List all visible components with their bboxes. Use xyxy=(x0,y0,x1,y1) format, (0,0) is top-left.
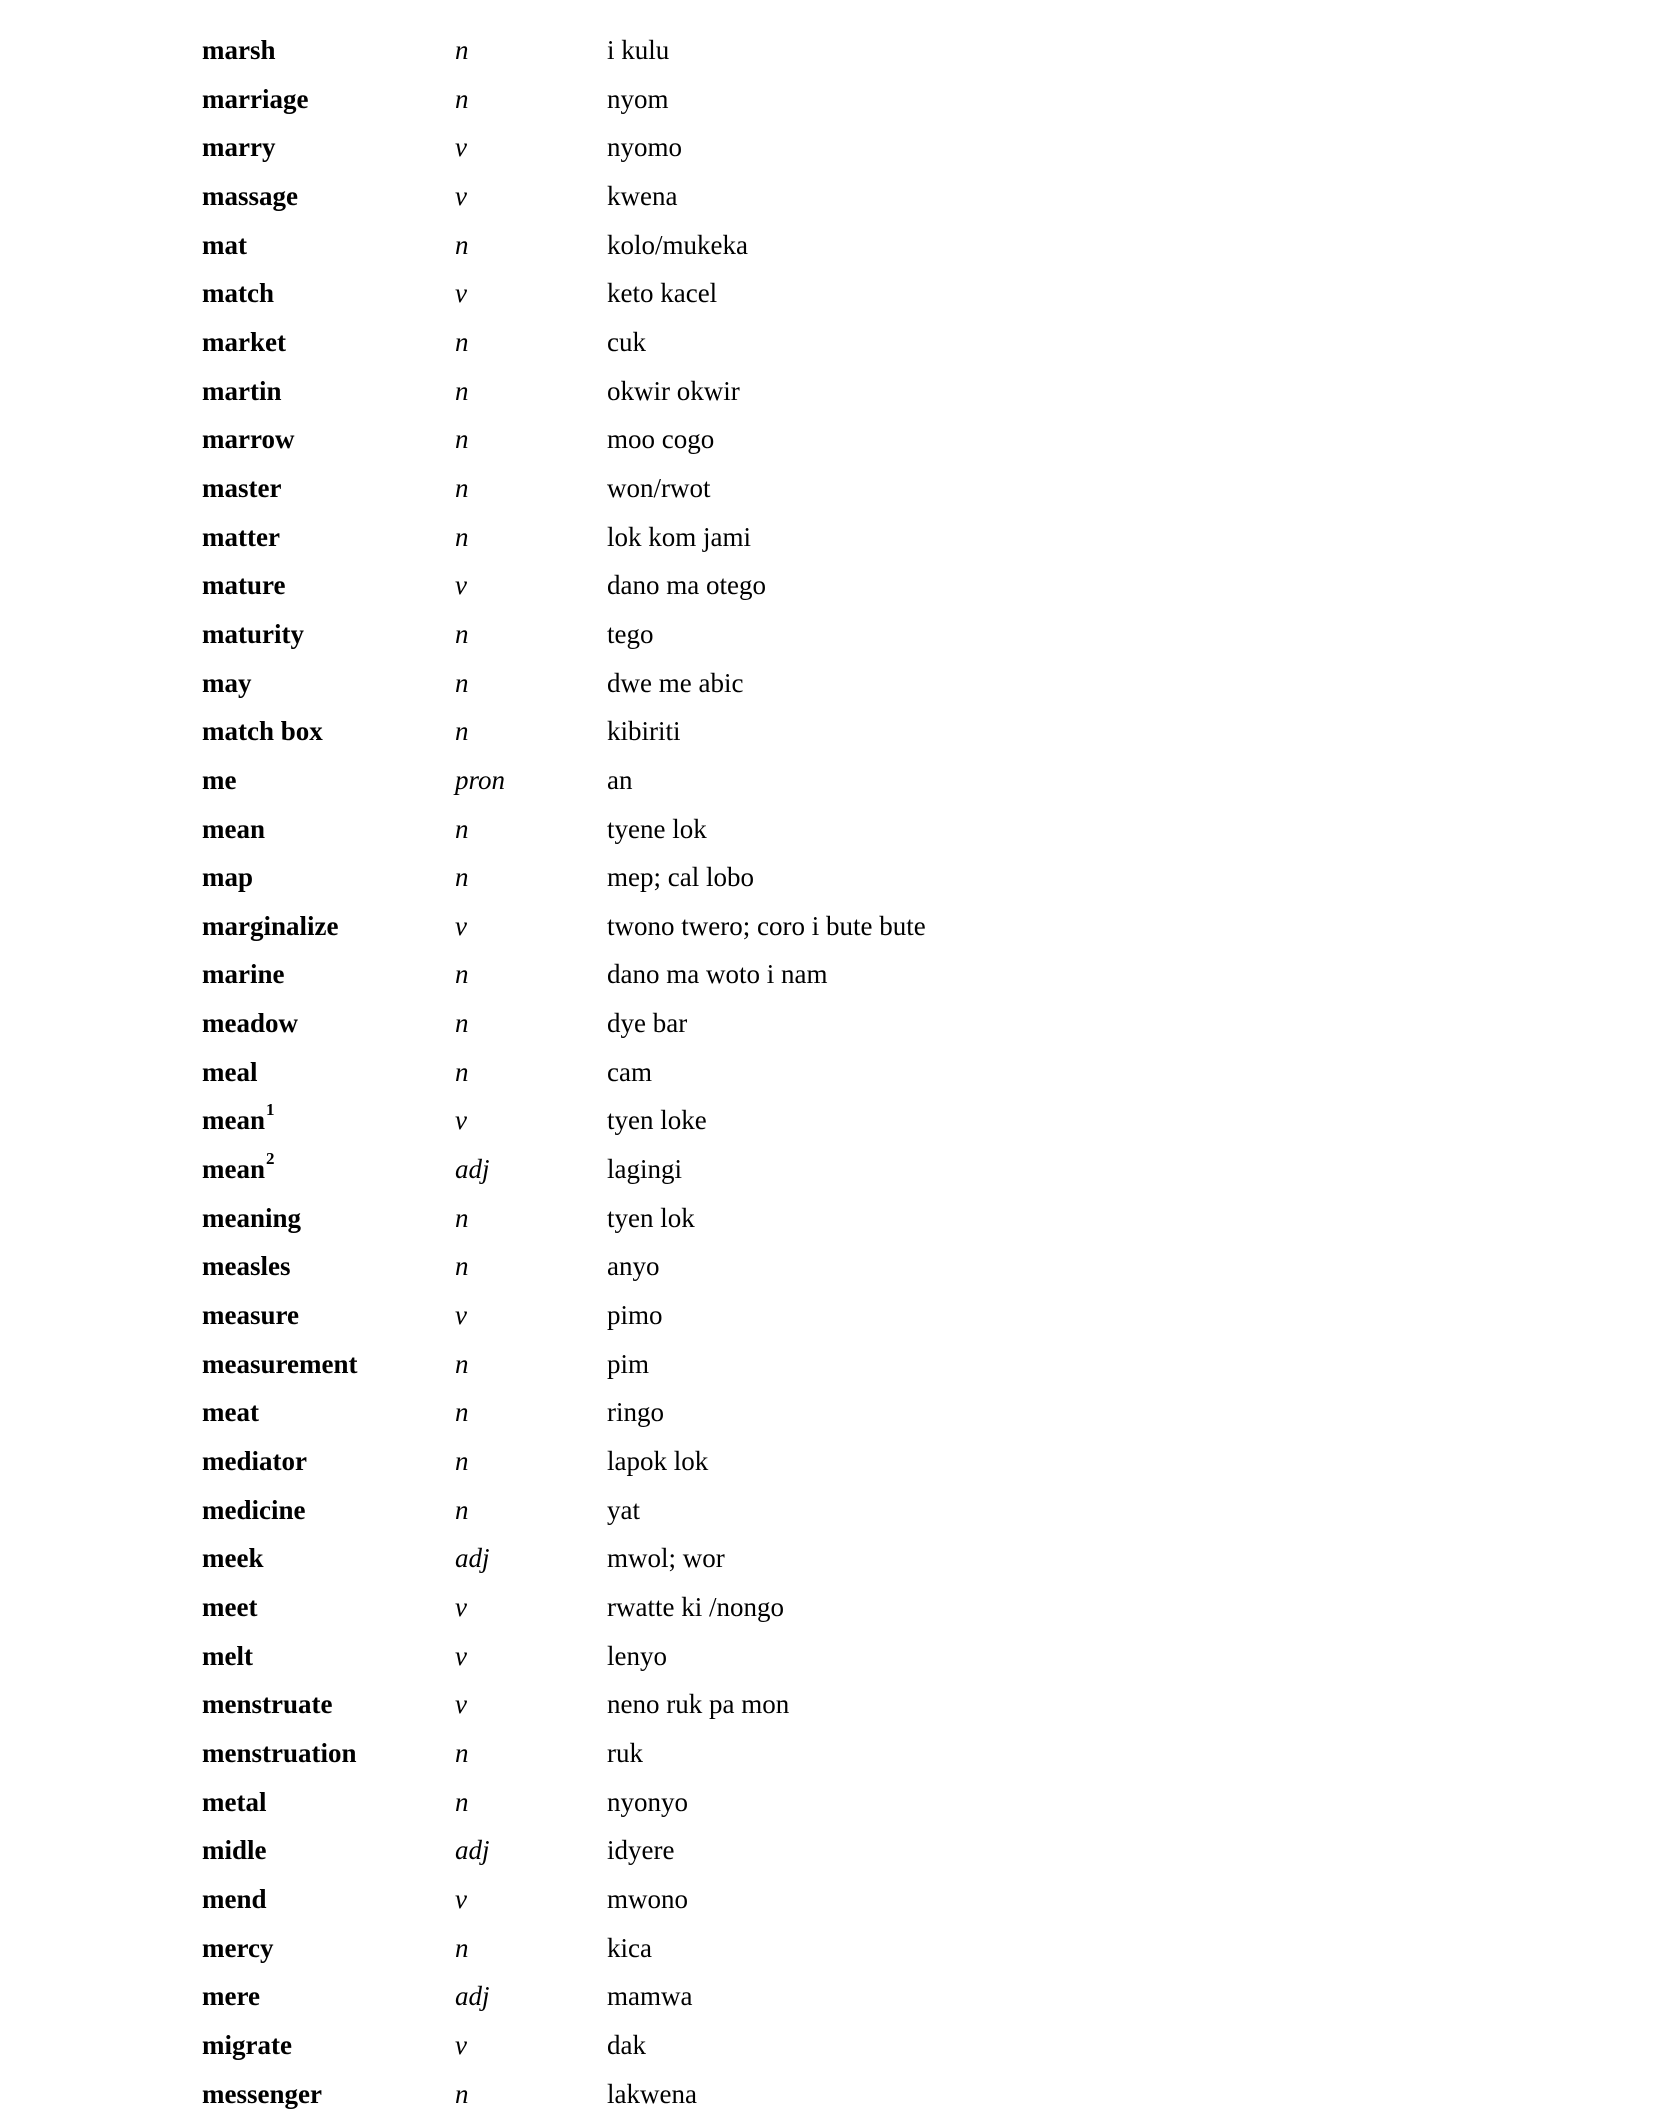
dictionary-entry xyxy=(0,1194,1654,1243)
headword xyxy=(202,415,294,464)
translation: lakwena xyxy=(607,2078,697,2109)
headword xyxy=(202,1048,257,1097)
part-of-speech: v xyxy=(455,1300,467,1331)
headword xyxy=(202,1924,273,1973)
dictionary-entry xyxy=(0,75,1654,124)
headword-text: massage xyxy=(202,180,298,211)
translation: pim xyxy=(607,1348,650,1379)
part-of-speech: n xyxy=(455,1008,469,1039)
headword xyxy=(202,75,308,124)
translation: tyen loke xyxy=(607,1105,707,1136)
headword-text: maturity xyxy=(202,618,304,649)
headword xyxy=(202,1583,257,1632)
headword-text: mean xyxy=(202,1105,265,1136)
translation: twono twero; coro i bute bute xyxy=(607,910,926,941)
dictionary-entry xyxy=(0,756,1654,805)
headword xyxy=(202,1194,301,1243)
translation: lapok lok xyxy=(607,1446,709,1477)
translation: kwena xyxy=(607,180,678,211)
dictionary-entry xyxy=(0,659,1654,708)
headword-text: mean xyxy=(202,813,265,844)
headword-text: matter xyxy=(202,521,280,552)
headword-text: medicine xyxy=(202,1494,306,1525)
part-of-speech: n xyxy=(455,1737,469,1768)
headword xyxy=(202,1291,299,1340)
headword-text: meat xyxy=(202,1397,259,1428)
dictionary-entry xyxy=(0,1486,1654,1535)
headword-text: mediator xyxy=(202,1446,307,1477)
dictionary-entry xyxy=(0,999,1654,1048)
part-of-speech: n xyxy=(455,229,469,260)
translation: won/rwot xyxy=(607,472,711,503)
dictionary-entry xyxy=(0,1924,1654,1973)
headword-text: master xyxy=(202,472,282,503)
headword-text: meal xyxy=(202,1056,258,1087)
dictionary-entry xyxy=(0,1534,1654,1583)
dictionary-entry xyxy=(0,1583,1654,1632)
part-of-speech: n xyxy=(455,959,469,990)
part-of-speech: pron xyxy=(455,764,506,795)
dictionary-entry xyxy=(0,318,1654,367)
headword xyxy=(202,1145,275,1194)
headword-text: measles xyxy=(202,1251,291,1282)
part-of-speech: n xyxy=(455,2078,469,2109)
part-of-speech: n xyxy=(455,667,469,698)
part-of-speech: n xyxy=(455,1494,469,1525)
headword xyxy=(202,1972,260,2021)
part-of-speech: n xyxy=(455,1446,469,1477)
dictionary-entry xyxy=(0,707,1654,756)
headword xyxy=(202,1096,275,1145)
homograph-number: 2 xyxy=(266,1149,275,1169)
headword-text: marsh xyxy=(202,35,276,65)
dictionary-entry xyxy=(0,1632,1654,1681)
headword-text: me xyxy=(202,764,237,795)
headword xyxy=(202,1778,266,1827)
translation: ruk xyxy=(607,1737,643,1768)
headword xyxy=(202,172,298,221)
translation: mwol; wor xyxy=(607,1543,725,1574)
translation: pimo xyxy=(607,1300,663,1331)
dictionary-entry xyxy=(0,2070,1654,2118)
part-of-speech: v xyxy=(455,1883,467,1914)
dictionary-entry xyxy=(0,1340,1654,1389)
dictionary-entry-list xyxy=(0,26,1654,2118)
headword xyxy=(202,999,298,1048)
part-of-speech: n xyxy=(455,326,469,357)
dictionary-entry xyxy=(0,221,1654,270)
headword-text: match xyxy=(202,278,274,309)
headword-text: marriage xyxy=(202,83,309,114)
headword xyxy=(202,2070,322,2118)
dictionary-entry xyxy=(0,1972,1654,2021)
dictionary-entry xyxy=(0,1388,1654,1437)
part-of-speech: adj xyxy=(455,1835,490,1866)
dictionary-entry xyxy=(0,2021,1654,2070)
translation: ringo xyxy=(607,1397,664,1428)
homograph-number: 1 xyxy=(266,1100,275,1120)
part-of-speech: n xyxy=(455,1786,469,1817)
headword-text: menstruate xyxy=(202,1689,333,1720)
part-of-speech: v xyxy=(455,910,467,941)
part-of-speech: n xyxy=(455,1202,469,1233)
translation: lagingi xyxy=(607,1154,682,1185)
headword-text: meet xyxy=(202,1592,258,1622)
headword xyxy=(202,2021,292,2070)
headword xyxy=(202,1486,305,1535)
translation: dano ma woto i nam xyxy=(607,959,828,990)
translation: cuk xyxy=(607,326,646,357)
dictionary-entry xyxy=(0,1680,1654,1729)
headword-text: measurement xyxy=(202,1348,358,1379)
headword xyxy=(202,513,280,562)
headword-text: mature xyxy=(202,570,286,601)
translation: tyene lok xyxy=(607,813,707,844)
dictionary-entry xyxy=(0,172,1654,221)
headword xyxy=(202,756,236,805)
part-of-speech: n xyxy=(455,813,469,844)
dictionary-entry xyxy=(0,123,1654,172)
part-of-speech: n xyxy=(455,716,469,747)
part-of-speech: v xyxy=(455,180,467,211)
dictionary-entry xyxy=(0,1437,1654,1486)
translation: mwono xyxy=(607,1883,688,1914)
translation: dye bar xyxy=(607,1008,688,1039)
translation: nyomo xyxy=(607,132,683,163)
headword-text: match box xyxy=(202,716,323,747)
headword-text: may xyxy=(202,667,252,698)
headword xyxy=(202,123,275,172)
dictionary-entry xyxy=(0,1096,1654,1145)
headword-text: meadow xyxy=(202,1008,298,1039)
dictionary-entry xyxy=(0,1048,1654,1097)
translation: lok kom jami xyxy=(607,521,751,552)
dictionary-entry xyxy=(0,26,1654,75)
translation: nyonyo xyxy=(607,1786,688,1817)
headword-text: map xyxy=(202,862,254,893)
translation: tego xyxy=(607,618,654,649)
headword xyxy=(202,1437,307,1486)
translation: dano ma otego xyxy=(607,570,766,601)
dictionary-entry xyxy=(0,367,1654,416)
headword-text: midle xyxy=(202,1835,267,1866)
part-of-speech: n xyxy=(455,1397,469,1428)
translation: i kulu xyxy=(607,35,670,65)
headword-text: marry xyxy=(202,132,276,163)
part-of-speech: v xyxy=(455,1689,467,1720)
headword-text: mere xyxy=(202,1981,260,2012)
translation: rwatte ki /nongo xyxy=(607,1592,784,1622)
dictionary-entry xyxy=(0,853,1654,902)
headword-text: mean xyxy=(202,1154,265,1185)
part-of-speech: n xyxy=(455,618,469,649)
dictionary-entry xyxy=(0,1729,1654,1778)
translation: lenyo xyxy=(607,1640,667,1671)
dictionary-entry xyxy=(0,415,1654,464)
translation: moo cogo xyxy=(607,424,715,455)
headword-text: marine xyxy=(202,959,285,990)
part-of-speech: n xyxy=(455,424,469,455)
dictionary-entry xyxy=(0,1145,1654,1194)
part-of-speech: v xyxy=(455,570,467,601)
part-of-speech: n xyxy=(455,1932,469,1963)
translation: dak xyxy=(607,2029,646,2060)
dictionary-entry xyxy=(0,902,1654,951)
headword-text: messenger xyxy=(202,2078,322,2109)
part-of-speech: v xyxy=(455,132,467,163)
headword xyxy=(202,367,281,416)
translation: kica xyxy=(607,1932,652,1963)
dictionary-entry xyxy=(0,610,1654,659)
translation: dwe me abic xyxy=(607,667,744,698)
translation: okwir okwir xyxy=(607,375,740,406)
headword-text: menstruation xyxy=(202,1737,357,1768)
headword-text: metal xyxy=(202,1786,267,1817)
translation: tyen lok xyxy=(607,1202,695,1233)
headword-text: marginalize xyxy=(202,910,339,941)
headword xyxy=(202,221,247,270)
headword xyxy=(202,853,253,902)
dictionary-entry xyxy=(0,1778,1654,1827)
part-of-speech: n xyxy=(455,1056,469,1087)
part-of-speech: v xyxy=(455,1592,467,1622)
headword xyxy=(202,1242,290,1291)
translation: cam xyxy=(607,1056,652,1087)
headword xyxy=(202,1875,267,1924)
translation: kolo/mukeka xyxy=(607,229,748,260)
dictionary-entry xyxy=(0,1875,1654,1924)
part-of-speech: n xyxy=(455,521,469,552)
headword xyxy=(202,269,274,318)
headword-text: meek xyxy=(202,1543,264,1574)
headword xyxy=(202,950,284,999)
dictionary-entry xyxy=(0,1291,1654,1340)
part-of-speech: adj xyxy=(455,1981,490,2012)
headword xyxy=(202,1729,357,1778)
translation: keto kacel xyxy=(607,278,718,309)
headword xyxy=(202,464,281,513)
headword-text: mat xyxy=(202,229,247,260)
translation: mamwa xyxy=(607,1981,693,2012)
headword xyxy=(202,26,276,75)
part-of-speech: adj xyxy=(455,1543,490,1574)
headword-text: mercy xyxy=(202,1932,274,1963)
translation: mep; cal lobo xyxy=(607,862,754,893)
part-of-speech: v xyxy=(455,278,467,309)
headword-text: market xyxy=(202,326,286,357)
translation: anyo xyxy=(607,1251,660,1282)
dictionary-entry xyxy=(0,464,1654,513)
part-of-speech: n xyxy=(455,472,469,503)
part-of-speech: n xyxy=(455,862,469,893)
headword xyxy=(202,1632,253,1681)
dictionary-entry xyxy=(0,805,1654,854)
dictionary-entry xyxy=(0,950,1654,999)
headword-text: melt xyxy=(202,1640,253,1671)
headword-text: marrow xyxy=(202,424,295,455)
part-of-speech: v xyxy=(455,1640,467,1671)
headword xyxy=(202,902,338,951)
headword xyxy=(202,1388,259,1437)
headword xyxy=(202,1680,332,1729)
dictionary-entry xyxy=(0,513,1654,562)
headword-text: martin xyxy=(202,375,282,406)
headword xyxy=(202,1826,267,1875)
headword xyxy=(202,610,304,659)
part-of-speech: v xyxy=(455,2029,467,2060)
headword-text: migrate xyxy=(202,2029,292,2060)
headword-text: mend xyxy=(202,1883,267,1914)
headword xyxy=(202,1534,263,1583)
part-of-speech: adj xyxy=(455,1154,490,1185)
dictionary-entry xyxy=(0,1242,1654,1291)
headword xyxy=(202,318,286,367)
translation: nyom xyxy=(607,83,669,114)
part-of-speech: v xyxy=(455,1105,467,1136)
part-of-speech: n xyxy=(455,1251,469,1282)
translation: idyere xyxy=(607,1835,675,1866)
part-of-speech: n xyxy=(455,83,469,114)
headword-text: meaning xyxy=(202,1202,302,1233)
headword-text: measure xyxy=(202,1300,299,1331)
translation: neno ruk pa mon xyxy=(607,1689,790,1720)
headword xyxy=(202,805,265,854)
translation: kibiriti xyxy=(607,716,681,747)
part-of-speech: n xyxy=(455,1348,469,1379)
headword xyxy=(202,659,252,708)
dictionary-entry xyxy=(0,269,1654,318)
headword xyxy=(202,561,285,610)
dictionary-entry xyxy=(0,1826,1654,1875)
headword xyxy=(202,707,323,756)
translation: yat xyxy=(607,1494,640,1525)
headword xyxy=(202,1340,357,1389)
part-of-speech: n xyxy=(455,375,469,406)
translation: an xyxy=(607,764,633,795)
dictionary-entry xyxy=(0,561,1654,610)
part-of-speech: n xyxy=(455,35,469,65)
